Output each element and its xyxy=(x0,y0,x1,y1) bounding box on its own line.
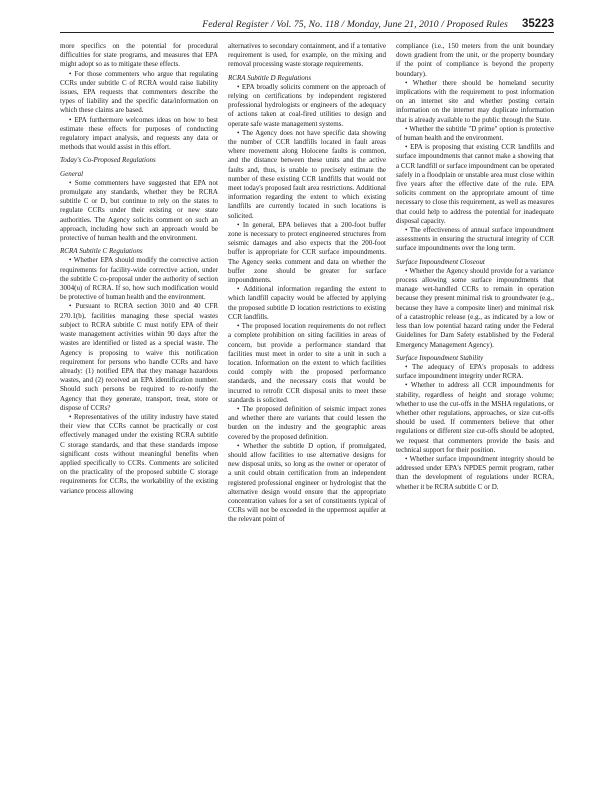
paragraph: • Whether surface impoundment integrity should be addressed under EPA's NPDES permit program, rather than the development of regulations under RCRA, whether it be RCRA subtitle C or D. xyxy=(396,454,554,491)
paragraph: • Whether to address all CCR impoundments for stability, regardless of height and storage volume; whether to use the cut-offs in the MSHA regulations, or whether other regulations, approaches, or size cut-offs should be used. If commenters believe that other regulations or different size cut-offs should be adopted, we request that commenters provide the basis and technical support for their position. xyxy=(396,381,554,454)
section-heading: Surface Impoundment Stability xyxy=(396,353,484,362)
paragraph: • The proposed definition of seismic impact zones and whether there are variants that could lessen the burden on the industry and the geographic areas covered by the proposed definition. xyxy=(228,404,386,441)
section-heading: General xyxy=(60,169,84,178)
paragraph: • EPA furthermore welcomes ideas on how to best estimate these effects for purposes of conducting regulatory impact analysis, and requests any data or methods that would assist in this effort. xyxy=(60,115,218,152)
paragraph-continued: compliance (i.e., 150 meters from the unit boundary down gradient from the unit, or the property boundary if the point of compliance is beyond the property boundary). xyxy=(396,42,554,78)
paragraph: • Whether the subtitle "D prime" option is protective of human health and the environment. xyxy=(396,124,554,143)
paragraph: • EPA is proposing that existing CCR landfills and surface impoundments that cannot make a showing that a CCR landfill or surface impoundment can be operated safely in a floodplain or unstable area must close within five years after the effective date of the rule. EPA solicits comment on the appropriate amount of time necessary to close this requirement, as well as measures that could help to address the potential for inadequate disposal capacity. xyxy=(396,143,554,225)
paragraph: • Whether the subtitle D option, if promulgated, should allow facilities to use alternative designs for new disposal units, so long as the owner or operator of a unit could obtain certification from an independent registered professional engineer or hydrologist that the alternative design would ensure that the appropriate concentration values for a set of constituents typical of CCRs will not be exceeded in the uppermost aquifer at the relevant point of xyxy=(228,441,386,524)
paragraph: • The adequacy of EPA's proposals to address surface impoundment integrity under RCRA. xyxy=(396,362,554,381)
section-heading: Today's Co-Proposed Regulations xyxy=(60,156,156,165)
column-1 xyxy=(60,42,218,792)
paragraph: • Some commenters have suggested that EPA not promulgate any standards, whether they be RCRA subtitle C or D, but continue to rely on the states to regulate CCRs under their existing or new state authorities. The Agency solicits comment on such an approach, including how such an approach would be protective of human health and the environment. xyxy=(60,178,218,243)
column-2 xyxy=(228,42,386,792)
paragraph: • Additional information regarding the extent to which landfill capacity would be affected by applying the proposed subtitle D location restrictions to existing CCR landfills. xyxy=(228,285,386,321)
paragraph: • EPA broadly solicits comment on the approach of relying on certifications by independent registered professional hydrologists or engineers of the adequacy of actions taken at coal-fired utilities to design and operate safe waste management systems. xyxy=(228,82,386,128)
header-rule xyxy=(60,32,554,33)
page-number: 35223 xyxy=(522,18,554,30)
paragraph: • Pursuant to RCRA section 3010 and 40 CFR 270.1(b), facilities managing these special wastes subject to RCRA subtitle C must notify EPA of their waste management activities within 90 days after the wastes are identified or listed as a special waste. The Agency is proposing to waive this notification requirement for persons who handle CCRs and have already: (1) notified EPA that they manage hazardous wastes, and (2) received an EPA identification number. Should such persons be required to re-notify the Agency that they generate, transport, treat, store or dispose of CCRs? xyxy=(60,302,218,412)
paragraph: • Representatives of the utility industry have stated their view that CCRs cannot be practically or cost effectively managed under the existing RCRA subtitle C storage standards, and that these standards impose significant costs without meaningful benefits when applied specifically to CCRs. Comments are solicited on the practicality of the proposed subtitle C storage requirements for CCRs, the workability of the existing variance process allowing xyxy=(60,412,218,495)
paragraph-continued: alternatives to secondary containment, and if a tentative requirement is used, for example, on the mixing and removal processing waste storage requirements. xyxy=(228,42,386,69)
section-heading: Surface Impoundment Closeout xyxy=(396,257,485,266)
paragraph: • Whether EPA should modify the corrective action requirements for facility-wide corrective action, under the subtitle C co-proposal under the authority of section 3004(u) of RCRA. If so, how such modification would be protective of human health and the environment. xyxy=(60,256,218,302)
column-3 xyxy=(396,42,554,792)
paragraph: • For those commenters who argue that regulating CCRs under subtitle C of RCRA would raise liability issues, EPA requests that commenters describe the types of liability and the specific data/information on which these claims are based. xyxy=(60,69,218,115)
paragraph: • In general, EPA believes that a 200-foot buffer zone is necessary to protect engineered structures from seismic damages and also expects that the 200-foot buffer is appropriate for CCR surface impoundments. The Agency seeks comment and data on whether the buffer zone should be greater for surface impoundments. xyxy=(228,220,386,285)
paragraph-continued: more specifics on the potential for procedural difficulties for state programs, and measures that EPA might adopt so as to mitigate these effects. xyxy=(60,42,218,69)
running-title: Federal Register / Vol. 75, No. 118 / Monday, June 21, 2010 / Proposed Rules xyxy=(202,19,508,30)
paragraph: • Whether there should be homeland security implications with the requirement to post information on an internet site and whether posting certain information on the internet may duplicate information that is already available to the public through the State. xyxy=(396,78,554,124)
paragraph: • The proposed location requirements do not reflect a complete prohibition on siting facilities in areas of concern, but provide a performance standard that facilities must meet in order to site a unit in such a location. Information on the extent to which facilities could comply with the proposed performance standards, and the necessary costs that would be incurred to retrofit CCR disposal units to meet these standards is solicited. xyxy=(228,322,386,404)
section-heading: RCRA Subtitle D Regulations xyxy=(228,73,312,82)
paragraph: • The effectiveness of annual surface impoundment assessments in ensuring the structural integrity of CCR surface impoundments over the long term. xyxy=(396,226,554,253)
paragraph: • The Agency does not have specific data showing the number of CCR landfills located in fault areas where movement along Holocene faults is common, and the distance between these units and the active faults and, thus, is unable to precisely estimate the number of these existing CCR landfills that would not meet today's proposed fault area restrictions. Additional information regarding the extent to which existing landfills are currently located in such locations is solicited. xyxy=(228,128,386,220)
text-columns xyxy=(60,42,554,792)
section-heading: RCRA Subtitle C Regulations xyxy=(60,247,143,256)
paragraph: • Whether the Agency should provide for a variance process allowing some surface impoundments that manage wet-handled CCRs to remain in operation because they present minimal risk to groundwater (e.g., because they have a composite liner) and minimal risk of a catastrophic release (e.g., as indicated by a low or less than low potential hazard rating under the Federal Guidelines for Dam Safety established by the Federal Emergency Management Agency). xyxy=(396,266,554,349)
